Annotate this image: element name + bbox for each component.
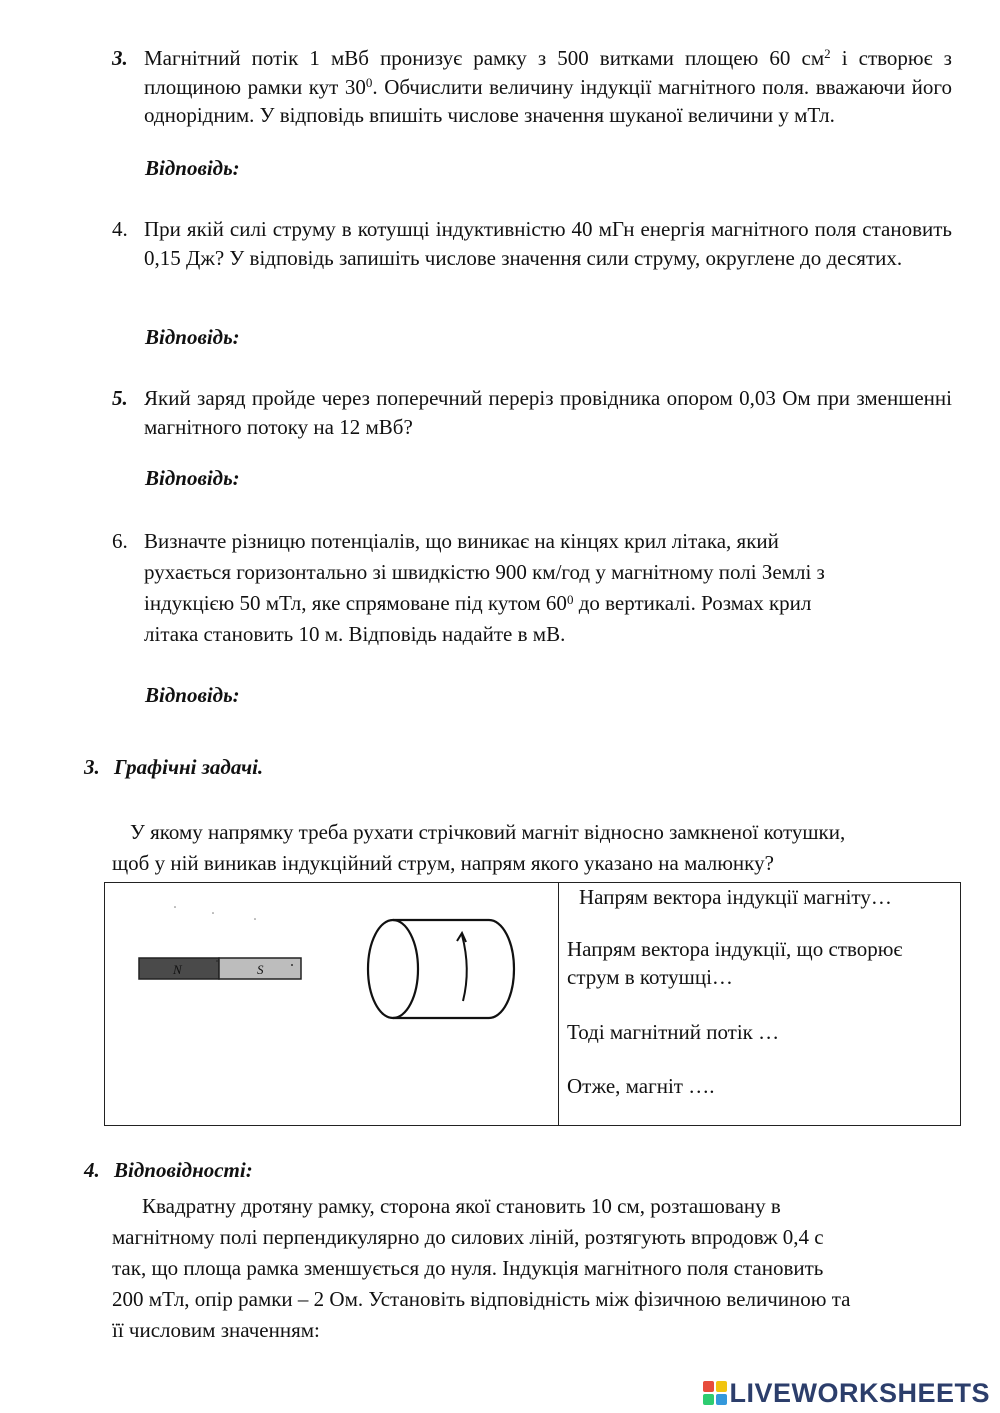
question-text: Магнітний потік 1 мВб пронизує рамку з 500 витками площею 60 $см^2$ і створює з площиною рамки кут $30^0$. Обчислити величину індукції магнітного поля. вважаючи його однорідним. У відповідь впишіть числове значення шуканої величини у мТл. [144, 46, 952, 127]
liveworksheets-logo [703, 1377, 990, 1409]
figure-table [104, 882, 961, 1126]
question-number: 6. [112, 529, 128, 553]
answer-label: Відповідь: [145, 683, 240, 707]
bar-magnet [139, 958, 301, 979]
question-4 [112, 215, 952, 272]
magnet-coil-figure [105, 883, 558, 1125]
table-divider [558, 883, 559, 1125]
question-number: 5. [112, 386, 128, 410]
answer-label: Відповідь: [145, 156, 240, 180]
question-6 [112, 526, 952, 650]
section-4-text: Квадратну дротяну рамку, сторона якої становить 10 см, розташовану в магнітному полі перпендикулярно до силових ліній, розтягують впродовж 0,4 с так, що площа рамка зменшується до нуля. Індукція магнітного поля становить 200 мТл, опір рамки – 2 Ом. Установіть відповідність між фізичною величиною та її числовим значенням: [112, 1194, 851, 1342]
cell-magnet: Отже, магніт …. [567, 1074, 715, 1098]
logo-icon [703, 1381, 727, 1405]
question-text: При якій силі струму в котушці індуктивністю 40 мГн енергія магнітного поля становить 0,15 Дж? У відповідь запишіть числове значення сили струму, округлене до десятих. [144, 217, 952, 270]
section-heading: 3. Графічні задачі. [84, 755, 264, 779]
section-3-intro: У якому напрямку треба рухати стрічковий магніт відносно замкненої котушки, щоб у ній виникав індукційний струм, напрям якого указано на малюнку? [112, 820, 846, 875]
question-5 [112, 384, 952, 441]
magnet-north-label: N [173, 962, 182, 977]
current-arrow-icon [462, 935, 467, 1001]
cell-induction-magnet: Напрям вектора індукції магніту… [579, 885, 892, 909]
cell-flux: Тоді магнітний потік … [567, 1020, 780, 1044]
answer-label: Відповідь: [145, 325, 240, 349]
question-number: 3. [112, 46, 128, 70]
question-number: 4. [112, 217, 128, 241]
answer-label: Відповідь: [145, 466, 240, 490]
question-text: Визначте різницю потенціалів, що виникає на кінцях крил літака, який рухається горизонтально зі швидкістю 900 км/год у магнітному полі Землі з індукцією 50 мТл, яке спрямоване під кутом $60^0$ до вертикалі. Розмах крил літака становить 10 м. Відповідь надайте в мВ. [144, 529, 825, 646]
question-text: Який заряд пройде через поперечний переріз провідника опором 0,03 Ом при зменшенні магнітного потоку на 12 мВб? [144, 386, 952, 439]
cell-induction-coil: Напрям вектора індукції, що створює струм в котушці… [567, 937, 903, 989]
coil [368, 920, 514, 1018]
magnet-south-label: S [257, 962, 264, 977]
section-heading: 4. Відповідності: [84, 1158, 253, 1182]
question-3 [112, 44, 952, 130]
logo-text: LIVEWORKSHEETS [729, 1377, 990, 1408]
